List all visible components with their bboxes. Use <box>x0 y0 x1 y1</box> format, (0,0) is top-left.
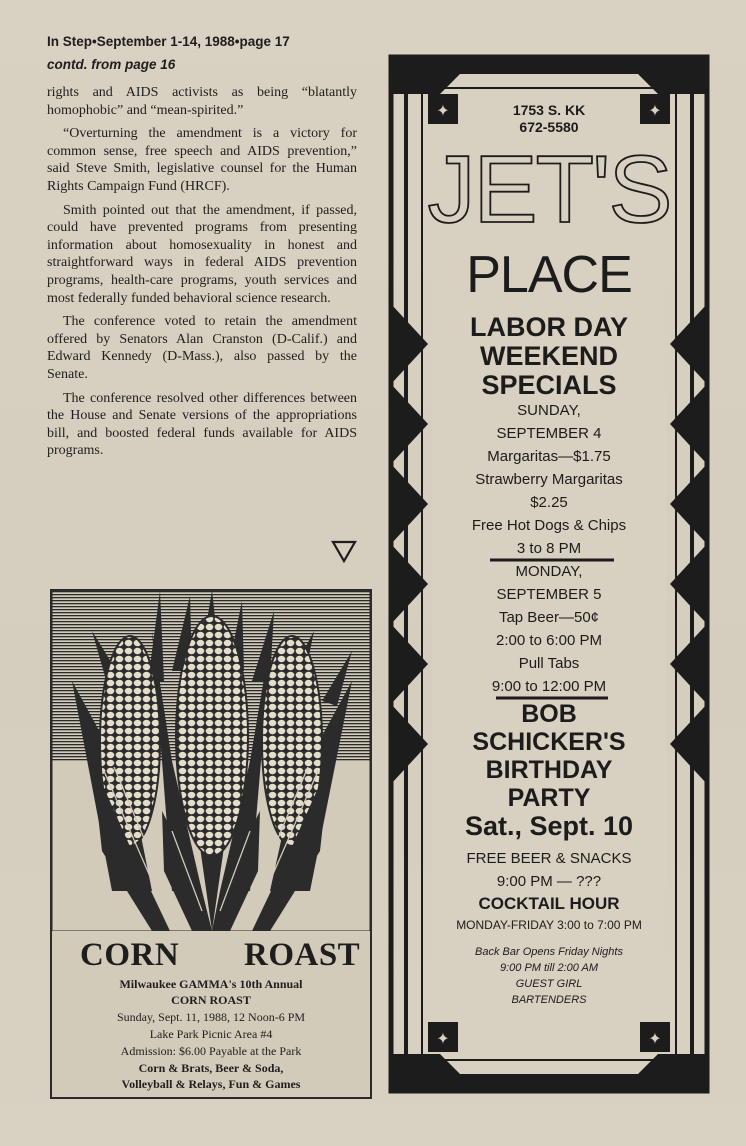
headline-line: SPECIALS <box>481 370 617 400</box>
corn-roast-ad <box>50 589 372 1099</box>
sunday-line: Free Hot Dogs & Chips <box>471 517 627 534</box>
corn-ad-line: Sunday, Sept. 11, 1988, 12 Noon-6 PM <box>116 1010 306 1024</box>
corn-ad-line: Volleyball & Relays, Fun & Games <box>121 1077 301 1091</box>
sunday-line: Strawberry Margaritas <box>475 471 623 488</box>
sunday-line: SUNDAY, <box>517 402 581 419</box>
corn-title-left: CORN <box>80 937 180 973</box>
corn-ad-line: CORN ROAST <box>171 993 251 1007</box>
party-line: SCHICKER'S <box>472 728 626 756</box>
headline-line: LABOR DAY <box>469 312 629 342</box>
corn-ad-line: Lake Park Picnic Area #4 <box>149 1027 273 1041</box>
end-of-article-triangle-icon <box>331 540 357 564</box>
svg-text:✦: ✦ <box>436 101 450 120</box>
running-head: In Step•September 1-14, 1988•page 17 <box>47 34 290 49</box>
sunday-line: SEPTEMBER 4 <box>496 425 602 442</box>
party-date: Sat., Sept. 10 <box>464 811 634 841</box>
party-detail: FREE BEER & SNACKS <box>466 850 632 867</box>
back-bar-line: 9:00 PM till 2:00 AM <box>499 962 599 974</box>
monday-line: Tap Beer—50¢ <box>498 609 600 626</box>
jets-place-ad <box>388 54 710 1094</box>
sunday-line: $2.25 <box>530 494 568 511</box>
back-bar-line: GUEST GIRL <box>515 978 583 990</box>
monday-line: 2:00 to 6:00 PM <box>496 632 602 649</box>
jets-place-word: PLACE <box>466 246 632 304</box>
monday-line: Pull Tabs <box>518 655 580 672</box>
article-paragraph: The conference voted to retain the amendment offered by Senators Alan Cranston (D-Calif.) and Edward Kennedy (D-Mass.), also passed by the Senate. <box>47 314 357 382</box>
cocktail-hour-time: MONDAY-FRIDAY 3:00 to 7:00 PM <box>456 918 642 932</box>
jets-phone: 672-5580 <box>519 119 579 135</box>
back-bar-line: Back Bar Opens Friday Nights <box>475 946 623 958</box>
sunday-line: Margaritas—$1.75 <box>487 448 611 465</box>
article-paragraph: “Overturning the amendment is a victory for common sense, free speech and AIDS prevention,” said Steve Smith, legislative counsel for the Human Rights Campaign Fund (HRCF). <box>47 126 357 194</box>
cocktail-hour-title: COCKTAIL HOUR <box>478 894 620 913</box>
monday-line: SEPTEMBER 5 <box>496 586 602 603</box>
article-paragraph: The conference resolved other differences between the House and Senate versions of the appropriations bill, and boosted federal funds available for AIDS programs. <box>47 390 357 459</box>
monday-line: MONDAY, <box>515 563 583 580</box>
sunday-line: 3 to 8 PM <box>516 540 582 557</box>
party-detail: 9:00 PM — ??? <box>496 873 602 890</box>
party-line: BIRTHDAY <box>485 756 613 784</box>
monday-line: 9:00 to 12:00 PM <box>491 678 607 695</box>
svg-text:✦: ✦ <box>648 1029 662 1048</box>
headline-line: WEEKEND <box>479 341 618 371</box>
jets-name: JET'S <box>427 136 671 243</box>
corn-ad-line: Milwaukee GAMMA's 10th Annual <box>119 977 303 991</box>
article-paragraph: Smith pointed out that the amendment, if passed, could have prevented programs from presenting information about homosexuality in honest and straightforward ways in federal AIDS prevention programs, health-care programs, youth services and most federally funded behavioral science research. <box>47 202 357 306</box>
jets-address: 1753 S. KK <box>512 102 586 118</box>
svg-text:✦: ✦ <box>648 101 662 120</box>
continued-note: contd. from page 16 <box>47 57 176 72</box>
corn-ad-line: Corn & Brats, Beer & Soda, <box>138 1061 284 1075</box>
article-paragraph: rights and AIDS activists as being “blatantly homophobic” and “mean-spirited.” <box>47 85 357 118</box>
corn-title-right: ROAST <box>244 937 361 973</box>
party-line: PARTY <box>507 784 591 812</box>
corn-ad-line: Admission: $6.00 Payable at the Park <box>120 1044 302 1058</box>
party-line: BOB <box>521 700 577 728</box>
svg-text:✦: ✦ <box>436 1029 450 1048</box>
article-body <box>47 84 357 466</box>
back-bar-line: BARTENDERS <box>511 994 587 1006</box>
corn-illustration <box>52 591 370 931</box>
